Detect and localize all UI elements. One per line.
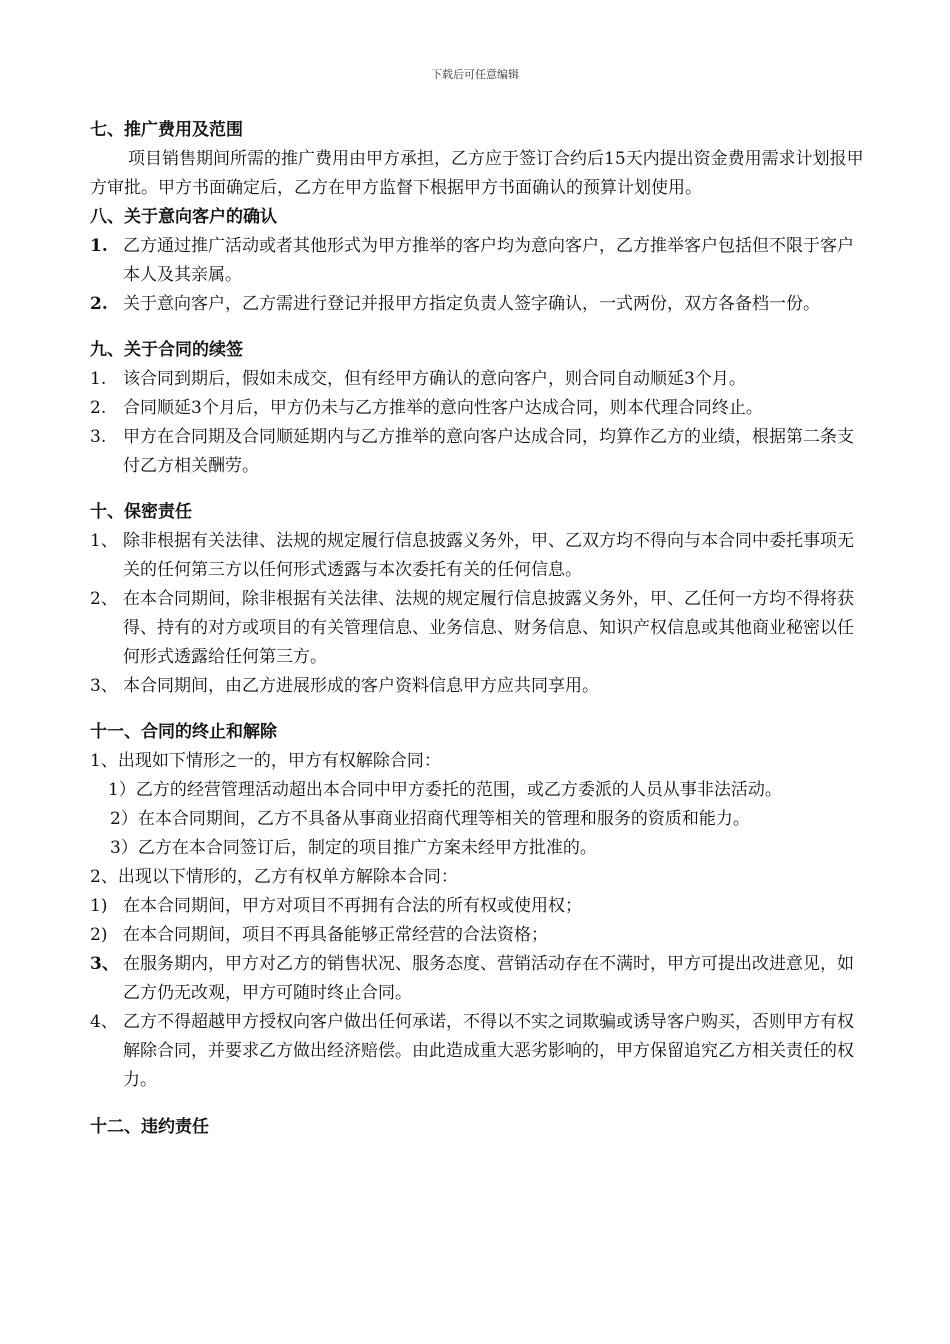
item-text: 乙方不得超越甲方授权向客户做出任何承诺，不得以不实之词欺骗或诱导客户购买，否则甲方有权解除合同，并要求乙方做出经济赔偿。由此造成重大恶劣影响的，甲方保留追究乙方相关责任的权力。	[123, 1012, 854, 1090]
item-number: 1.	[90, 236, 108, 256]
item-number: 3、	[90, 954, 119, 974]
item-text: 关于意向客户，乙方需进行登记并报甲方指定负责人签字确认，一式两份，双方各备档一份。	[123, 294, 820, 314]
item-text: 该合同到期后，假如未成交，但有经甲方确认的意向客户，则合同自动顺延3个月。	[123, 369, 746, 389]
item-number: 3.	[90, 427, 107, 447]
section-11-subitem: 3）乙方在本合同签订后，制定的项目推广方案未经甲方批准的。	[110, 838, 597, 858]
item-number: 3、	[90, 676, 118, 696]
section-9-item	[90, 423, 870, 481]
section-12-title: 十二、违约责任	[90, 1117, 209, 1137]
section-10-title: 十、保密责任	[90, 502, 192, 522]
section-10-item	[90, 672, 870, 701]
item-text: 在本合同期间，项目不再具备能够正常经营的合法资格；	[123, 925, 548, 945]
section-10-item	[90, 585, 870, 672]
section-11-item	[90, 892, 870, 921]
item-text: 甲方在合同期及合同顺延期内与乙方推举的意向客户达成合同，均算作乙方的业绩，根据第二条支付乙方相关酬劳。	[123, 427, 854, 476]
section-8-item	[90, 232, 870, 290]
item-number: 1)	[90, 896, 108, 916]
section-11-title: 十一、合同的终止和解除	[90, 722, 277, 742]
section-7-title: 七、推广费用及范围	[90, 120, 243, 140]
item-text: 合同顺延3个月后，甲方仍未与乙方推举的意向性客户达成合同，则本代理合同终止。	[123, 398, 763, 418]
section-9-title: 九、关于合同的续签	[90, 340, 243, 360]
document-body	[90, 116, 870, 1142]
page-header-note: 下载后可任意编辑	[431, 68, 519, 81]
section-9-item	[90, 394, 870, 423]
section-11-clause-2: 2、出现以下情形的，乙方有权单方解除本合同：	[90, 867, 458, 887]
section-11-subitem: 1）乙方的经营管理活动超出本合同中甲方委托的范围，或乙方委派的人员从事非法活动。	[108, 780, 782, 800]
section-8-item	[90, 290, 870, 319]
item-text: 本合同期间，由乙方进展形成的客户资料信息甲方应共同享用。	[123, 676, 599, 696]
section-10-item	[90, 527, 870, 585]
section-11-subitem: 2）在本合同期间，乙方不具备从事商业招商代理等相关的管理和服务的资质和能力。	[110, 809, 750, 829]
section-11-item	[90, 1008, 870, 1095]
item-text: 乙方通过推广活动或者其他形式为甲方推举的客户均为意向客户，乙方推举客户包括但不限于客户本人及其亲属。	[123, 236, 854, 285]
section-9-item	[90, 365, 870, 394]
item-number: 2、	[90, 589, 118, 609]
item-text: 在服务期内，甲方对乙方的销售状况、服务态度、营销活动存在不满时，甲方可提出改进意见，如乙方仍无改观，甲方可随时终止合同。	[123, 954, 854, 1003]
item-text: 在本合同期间，除非根据有关法律、法规的规定履行信息披露义务外，甲、乙任何一方均不得将获得、持有的对方或项目的有关管理信息、业务信息、财务信息、知识产权信息或其他商业秘密以任何形式透露给任何第三方。	[123, 589, 854, 667]
item-number: 4、	[90, 1012, 118, 1032]
item-number: 2.	[90, 398, 107, 418]
item-number: 2)	[90, 925, 108, 945]
item-number: 2.	[90, 294, 108, 314]
item-number: 1、	[90, 531, 118, 551]
item-text: 在本合同期间，甲方对项目不再拥有合法的所有权或使用权；	[123, 896, 582, 916]
section-11-item	[90, 921, 870, 950]
item-number: 1.	[90, 369, 107, 389]
section-11-item	[90, 950, 870, 1008]
section-7-paragraph: 项目销售期间所需的推广费用由甲方承担，乙方应于签订合约后15天内提出资金费用需求计划报甲方审批。甲方书面确定后，乙方在甲方监督下根据甲方书面确认的预算计划使用。	[90, 149, 864, 198]
section-8-title: 八、关于意向客户的确认	[90, 207, 277, 227]
item-text: 除非根据有关法律、法规的规定履行信息披露义务外，甲、乙双方均不得向与本合同中委托事项无关的任何第三方以任何形式透露与本次委托有关的任何信息。	[123, 531, 854, 580]
section-11-clause-1: 1、出现如下情形之一的，甲方有权解除合同：	[90, 751, 441, 771]
